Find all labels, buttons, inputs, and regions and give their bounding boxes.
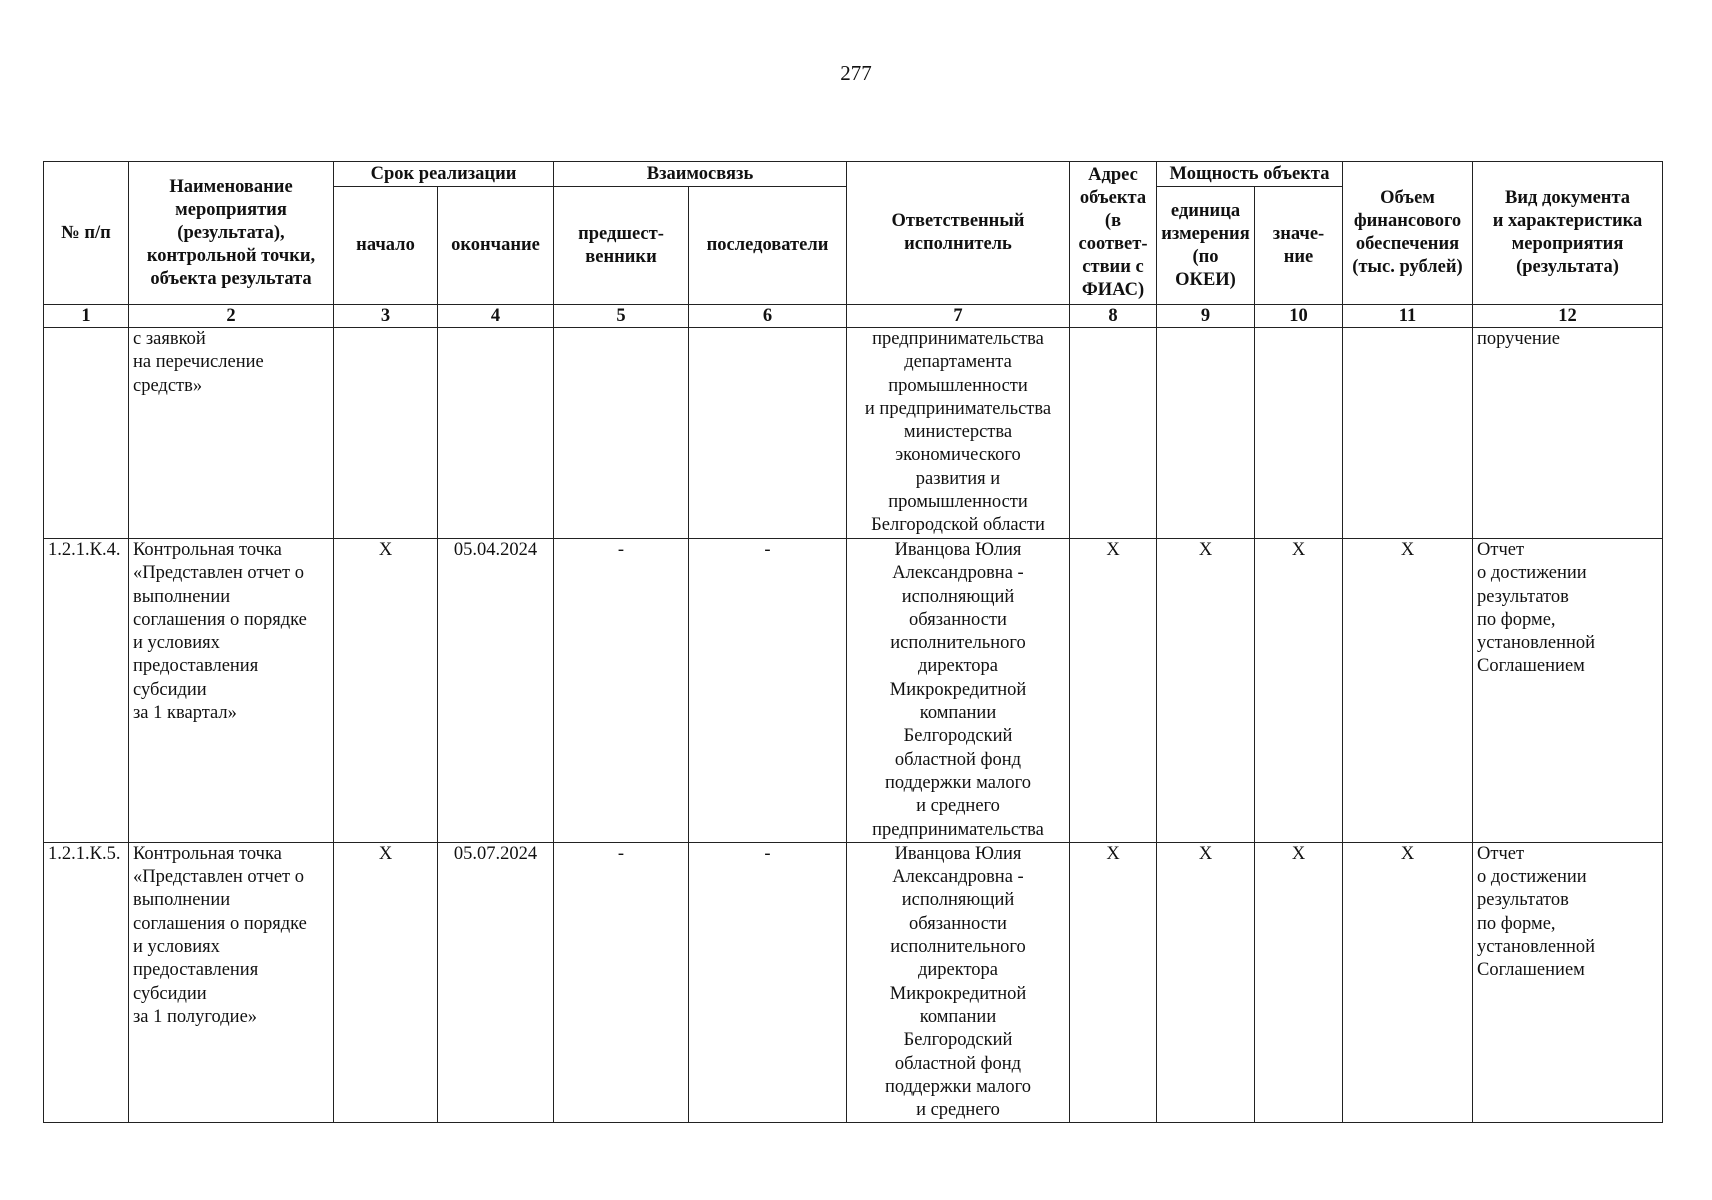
cell-start: X — [334, 539, 438, 843]
header-group-link: Взаимосвязь — [554, 162, 847, 187]
column-number: 9 — [1157, 305, 1255, 328]
header-volume: Объем финансового обеспечения (тыс. рублей) — [1343, 162, 1473, 305]
column-number: 7 — [847, 305, 1070, 328]
header-unit: единица измерения (по ОКЕИ) — [1157, 187, 1255, 305]
header-name: Наименование мероприятия (результата), контрольной точки, объекта результата — [129, 162, 334, 305]
header-executor: Ответственный исполнитель — [847, 162, 1070, 305]
cell-volume — [1343, 328, 1473, 539]
header-number: № п/п — [44, 162, 129, 305]
header-group-term: Срок реализации — [334, 162, 554, 187]
plan-table — [43, 161, 1663, 1123]
cell-predecessors: - — [554, 842, 689, 1123]
cell-unit: X — [1157, 842, 1255, 1123]
header-end: окончание — [438, 187, 554, 305]
cell-start: X — [334, 842, 438, 1123]
table-row — [44, 328, 1663, 539]
header-predecessors: предшест- венники — [554, 187, 689, 305]
column-number: 2 — [129, 305, 334, 328]
column-number: 1 — [44, 305, 129, 328]
cell-predecessors — [554, 328, 689, 539]
column-number: 12 — [1473, 305, 1663, 328]
cell-executor: Иванцова Юлия Александровна - исполняющий обязанности исполнительного директора Микрокредитной компании Белгородский областной фонд поддержки малого и среднего — [847, 842, 1070, 1123]
cell-start — [334, 328, 438, 539]
header-value: значе- ние — [1255, 187, 1343, 305]
cell-executor: предпринимательства департамента промышленности и предпринимательства министерства экономического развития и промышленности Белгородской области — [847, 328, 1070, 539]
cell-document: поручение — [1473, 328, 1663, 539]
cell-predecessors: - — [554, 539, 689, 843]
cell-successors: - — [689, 539, 847, 843]
cell-volume: X — [1343, 842, 1473, 1123]
column-number: 4 — [438, 305, 554, 328]
cell-number: 1.2.1.К.5. — [44, 842, 129, 1123]
column-number: 8 — [1070, 305, 1157, 328]
cell-address: X — [1070, 842, 1157, 1123]
header-address: Адрес объекта (в соответ- ствии с ФИАС) — [1070, 162, 1157, 305]
cell-executor: Иванцова Юлия Александровна - исполняющий обязанности исполнительного директора Микрокредитной компании Белгородский областной фонд поддержки малого и среднего предпринимательства — [847, 539, 1070, 843]
cell-number: 1.2.1.К.4. — [44, 539, 129, 843]
header-start: начало — [334, 187, 438, 305]
cell-name: с заявкой на перечисление средств» — [129, 328, 334, 539]
cell-address — [1070, 328, 1157, 539]
column-number: 5 — [554, 305, 689, 328]
cell-successors: - — [689, 842, 847, 1123]
table-row — [44, 842, 1663, 1123]
cell-value — [1255, 328, 1343, 539]
column-number: 3 — [334, 305, 438, 328]
column-number: 11 — [1343, 305, 1473, 328]
cell-document: Отчет о достижении результатов по форме, установленной Соглашением — [1473, 539, 1663, 843]
cell-successors — [689, 328, 847, 539]
cell-volume: X — [1343, 539, 1473, 843]
cell-end — [438, 328, 554, 539]
cell-unit — [1157, 328, 1255, 539]
table-row — [44, 539, 1663, 843]
header-group-power: Мощность объекта — [1157, 162, 1343, 187]
cell-document: Отчет о достижении результатов по форме, установленной Соглашением — [1473, 842, 1663, 1123]
page-number: 277 — [840, 61, 872, 85]
column-number: 10 — [1255, 305, 1343, 328]
header-successors: последователи — [689, 187, 847, 305]
cell-number — [44, 328, 129, 539]
cell-end: 05.04.2024 — [438, 539, 554, 843]
cell-value: X — [1255, 842, 1343, 1123]
cell-address: X — [1070, 539, 1157, 843]
cell-name: Контрольная точка «Представлен отчет о выполнении соглашения о порядке и условиях предоставления субсидии за 1 полугодие» — [129, 842, 334, 1123]
header-document: Вид документа и характеристика мероприятия (результата) — [1473, 162, 1663, 305]
column-number: 6 — [689, 305, 847, 328]
cell-value: X — [1255, 539, 1343, 843]
cell-end: 05.07.2024 — [438, 842, 554, 1123]
cell-name: Контрольная точка «Представлен отчет о выполнении соглашения о порядке и условиях предоставления субсидии за 1 квартал» — [129, 539, 334, 843]
cell-unit: X — [1157, 539, 1255, 843]
column-number-row — [44, 305, 1663, 328]
